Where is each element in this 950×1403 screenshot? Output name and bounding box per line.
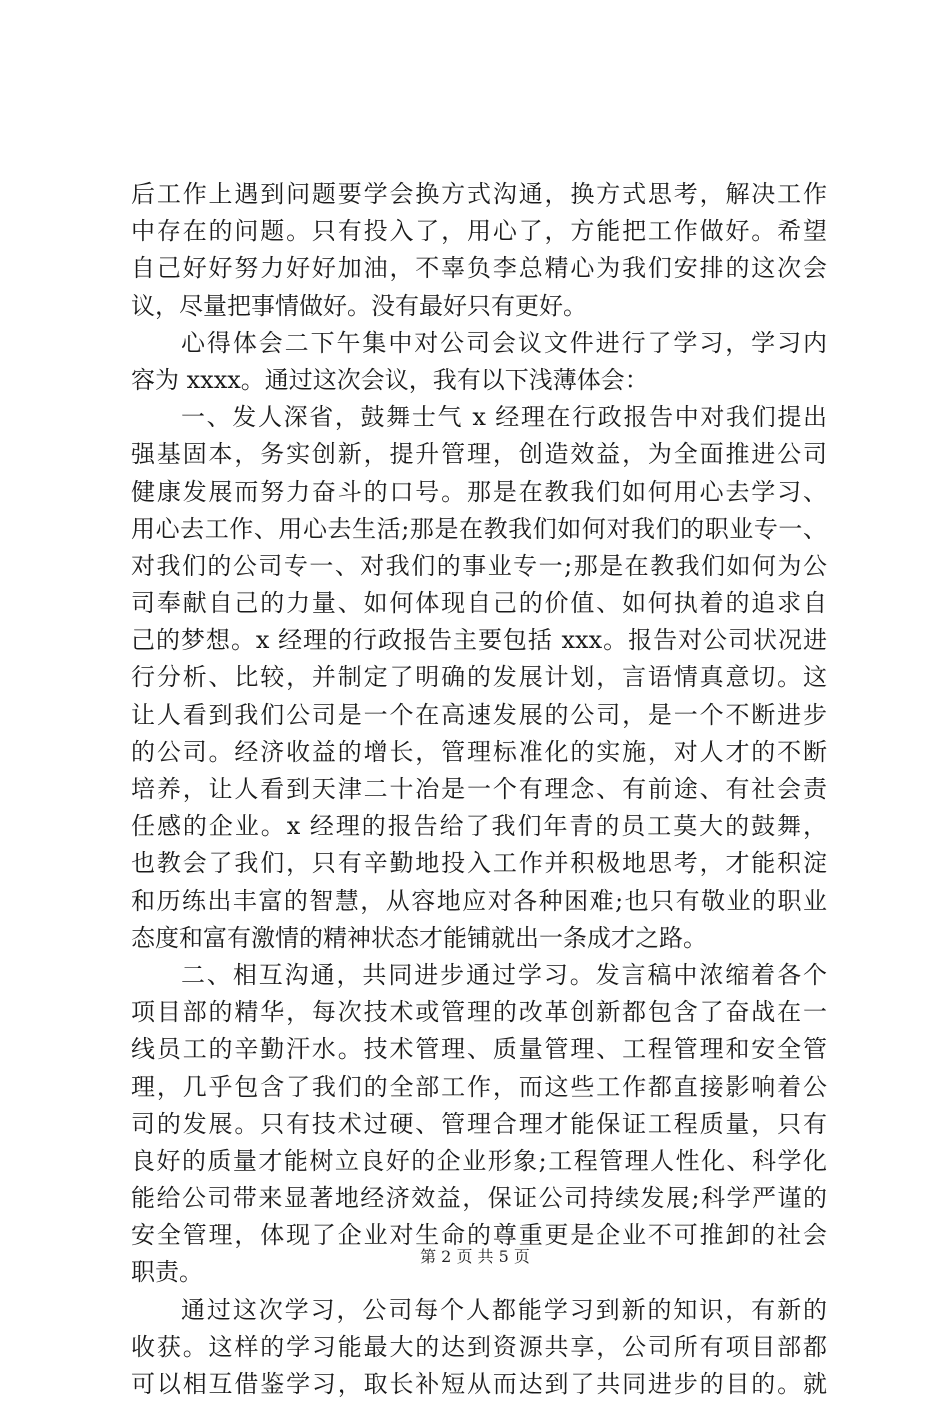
text-line: 议，尽量把事情做好。没有最好只有更好。 [131, 291, 587, 320]
text-line: 强基固本，务实创新，提升管理，创造效益，为全面推进公司 [131, 440, 827, 469]
text-line: 良好的质量才能树立良好的企业形象;工程管理人性化、科学化 [131, 1146, 827, 1175]
text-line: 能给公司带来显著地经济效益，保证公司持续发展;科学严谨的 [131, 1184, 827, 1213]
text-line: 任感的企业。x 经理的报告给了我们年青的员工莫大的鼓舞， [131, 812, 827, 841]
text-line: 一、发人深省，鼓舞士气 x 经理在行政报告中对我们提出 [181, 403, 827, 432]
text-line: 司奉献自己的力量、如何体现自己的价值、如何执着的追求自 [131, 589, 827, 618]
text-line: 线员工的辛勤汗水。技术管理、质量管理、工程管理和安全管 [131, 1035, 827, 1064]
text-line: 行分析、比较，并制定了明确的发展计划，言语情真意切。这 [131, 663, 827, 692]
text-line: 中存在的问题。只有投入了，用心了，方能把工作做好。希望 [131, 217, 827, 246]
text-line: 通过这次学习，公司每个人都能学习到新的知识，有新的 [181, 1295, 827, 1324]
text-line: 培养，让人看到天津二十冶是一个有理念、有前途、有社会责 [131, 775, 827, 803]
text-line: 态度和富有激情的精神状态才能铺就出一条成才之路。 [131, 923, 707, 952]
text-line: 安全管理，体现了企业对生命的尊重更是企业不可推卸的社会 [131, 1221, 827, 1250]
text-line: 自己好好努力好好加油，不辜负李总精心为我们安排的这次会 [131, 254, 827, 283]
text-line: 的公司。经济收益的增长，管理标准化的实施，对人才的不断 [131, 737, 827, 766]
text-line: 理，几乎包含了我们的全部工作，而这些工作都直接影响着公 [131, 1072, 827, 1101]
text-line: 二、相互沟通，共同进步通过学习。发言稿中浓缩着各个 [181, 960, 827, 989]
text-line: 收获。这样的学习能最大的达到资源共享，公司所有项目部都 [131, 1332, 827, 1361]
text-line: 健康发展而努力奋斗的口号。那是在教我们如何用心去学习、 [131, 477, 827, 506]
text-line: 项目部的精华，每次技术或管理的改革创新都包含了奋战在一 [131, 998, 827, 1027]
text-line: 用心去工作、用心去生活;那是在教我们如何对我们的职业专一、 [131, 514, 827, 543]
document-body [131, 176, 827, 1403]
text-line: 让人看到我们公司是一个在高速发展的公司，是一个不断进步 [131, 700, 827, 729]
text-line: 心得体会二下午集中对公司会议文件进行了学习，学习内 [181, 328, 827, 357]
text-line: 对我们的公司专一、对我们的事业专一;那是在教我们如何为公 [131, 551, 827, 580]
text-line: 容为 xxxx。通过这次会议，我有以下浅薄体会： [131, 365, 649, 394]
page-footer: 第 2 页 共 5 页 [420, 1247, 530, 1266]
text-line: 司的发展。只有技术过硬、管理合理才能保证工程质量，只有 [131, 1109, 827, 1138]
text-line: 职责。 [131, 1258, 203, 1287]
text-line: 也教会了我们，只有辛勤地投入工作并积极地思考，才能积淀 [131, 849, 827, 878]
text-line: 后工作上遇到问题要学会换方式沟通，换方式思考，解决工作 [131, 180, 827, 208]
text-line: 可以相互借鉴学习，取长补短从而达到了共同进步的目的。就 [131, 1370, 827, 1398]
text-line: 和历练出丰富的智慧，从容地应对各种困难;也只有敬业的职业 [131, 886, 827, 915]
text-line: 己的梦想。x 经理的行政报告主要包括 xxx。报告对公司状况进 [131, 626, 827, 655]
